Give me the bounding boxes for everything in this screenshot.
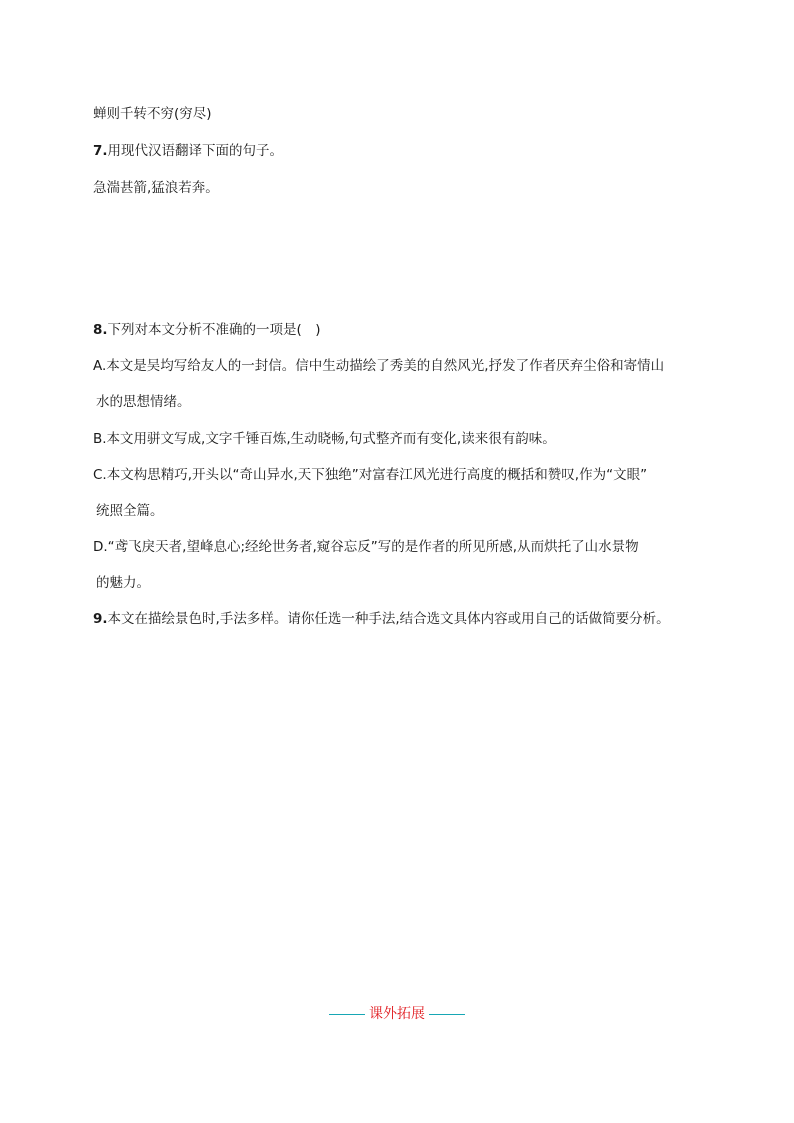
- question-number: 7.: [93, 143, 108, 159]
- question-text: 下列对本文分析不准确的一项是( ): [107, 322, 321, 338]
- option-b: B.本文用骈文写成,文字千锤百炼,生动晓畅,句式整齐而有变化,读来很有韵味。: [93, 431, 556, 447]
- translation-sentence: 急湍甚箭,猛浪若奔。: [93, 180, 219, 196]
- question-number: 9.: [93, 611, 108, 627]
- section-header: [0, 1004, 794, 1024]
- question-8: [93, 320, 321, 340]
- section-title: 课外拓展: [369, 1006, 425, 1022]
- option-a-line1: A.本文是吴均写给友人的一封信。信中生动描绘了秀美的自然风光,抒发了作者厌弃尘俗和寄情山: [93, 358, 665, 374]
- option-a-line2: 水的思想情绪。: [96, 394, 191, 410]
- question-text: 用现代汉语翻译下面的句子。: [107, 143, 284, 159]
- option-c-line1: C.本文构思精巧,开头以“奇山异水,天下独绝”对富春江风光进行高度的概括和赞叹,作为“文眼”: [93, 467, 648, 483]
- question-number: 8.: [93, 322, 108, 338]
- right-rule: [429, 1014, 465, 1015]
- question-7: [93, 141, 283, 161]
- left-rule: [329, 1014, 365, 1015]
- option-c-line2: 统照全篇。: [96, 503, 164, 519]
- question-text: 本文在描绘景色时,手法多样。请你任选一种手法,结合选文具体内容或用自己的话做简要分析。: [107, 611, 670, 627]
- option-d-line1: D.“鸢飞戾天者,望峰息心;经纶世务者,窥谷忘反”写的是作者的所见所感,从而烘托了山水景物: [93, 539, 639, 555]
- option-d-line2: 的魅力。: [96, 575, 150, 591]
- text-line: 蝉则千转不穷(穷尽): [93, 106, 212, 122]
- question-9: [93, 609, 670, 629]
